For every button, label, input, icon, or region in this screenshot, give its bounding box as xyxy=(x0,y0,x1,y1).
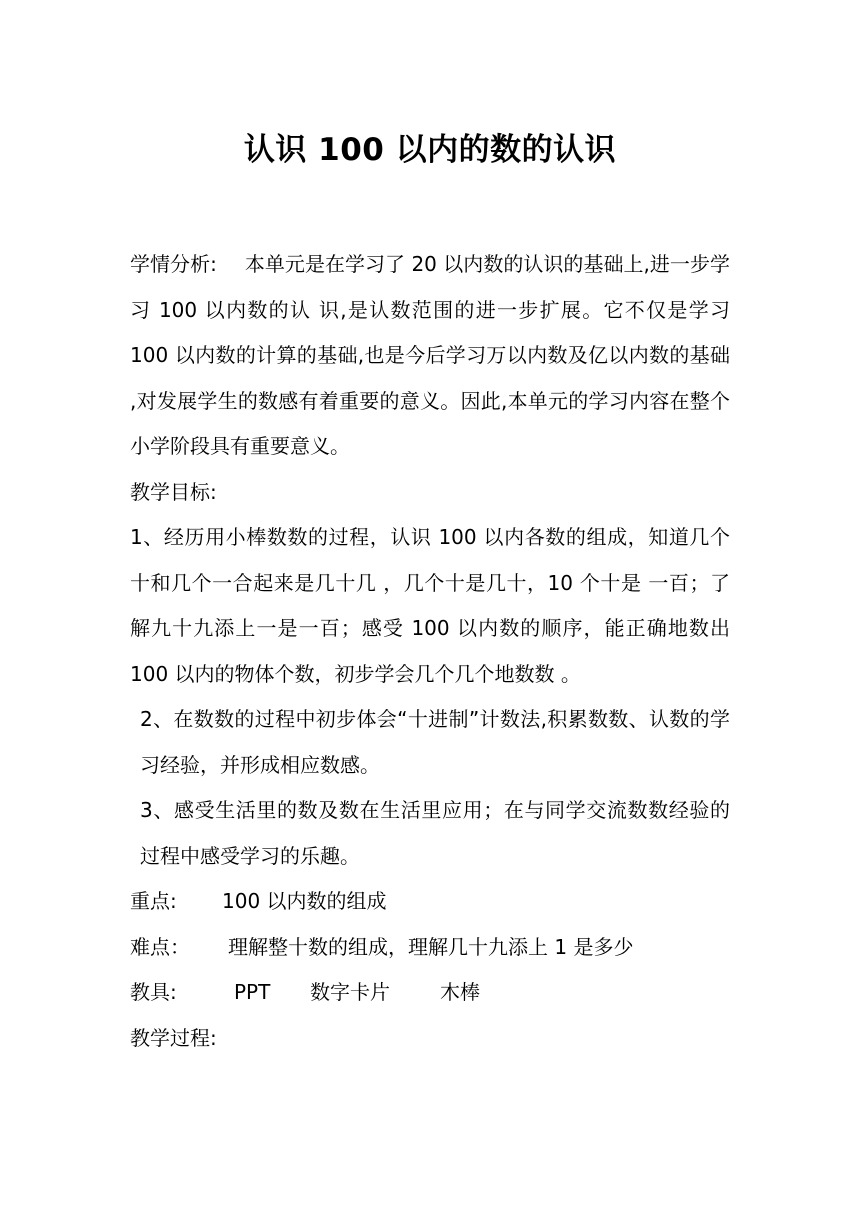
key-point-label: 重点: xyxy=(130,889,177,913)
tools-item-ppt: PPT xyxy=(234,980,271,1004)
analysis-label: 学情分析: xyxy=(130,252,217,276)
objectives-label: 教学目标: xyxy=(130,479,217,504)
difficulty-row xyxy=(130,925,730,971)
objective-item-3: 3、感受生活里的数及数在生活里应用；在与同学交流数数经验的过程中感受学习的乐趣。 xyxy=(140,798,730,868)
document-title: 认识 100 以内的数的认识 xyxy=(243,132,617,168)
document-body xyxy=(130,242,730,1061)
difficulty-value: 理解整十数的组成，理解几十九添上 1 是多少 xyxy=(228,934,634,959)
tools-item-sticks: 木棒 xyxy=(440,980,480,1004)
tools-item-number-cards: 数字卡片 xyxy=(310,980,390,1004)
key-point-row xyxy=(130,879,730,925)
key-point-value: 100 以内数的组成 xyxy=(222,889,387,913)
analysis-text: 本单元是在学习了 20 以内数的认识的基础上,进一步学习 100 以内数的认 识,是认数范围的进一步扩展。它不仅是学习 100 以内数的计算的基础,也是今后学习万以内数及亿以内数的基础 ,对发展学生的数感有着重要的意义。因此,本单元的学习内容在整个小学阶段具有重要意义。 xyxy=(130,252,730,458)
analysis-paragraph xyxy=(130,242,730,470)
objective-item-2: 2、在数数的过程中初步体会“十进制”计数法,积累数数、认数的学习经验，并形成相应数感。 xyxy=(140,707,730,777)
tools-row xyxy=(130,970,730,1016)
process-label: 教学过程: xyxy=(130,1025,217,1050)
tools-label: 教具: xyxy=(130,980,177,1004)
objective-item-1: 1、经历用小棒数数的过程，认识 100 以内各数的组成，知道几个十和几个一合起来是几十几 ，几个十是几十，10 个十是 一百；了解九十九添上一是一百；感受 100 以内数的顺序，能正确地数出 100 以内的物体个数，初步学会几个几个地数数 。 xyxy=(130,525,730,686)
difficulty-label: 难点： xyxy=(130,934,190,959)
